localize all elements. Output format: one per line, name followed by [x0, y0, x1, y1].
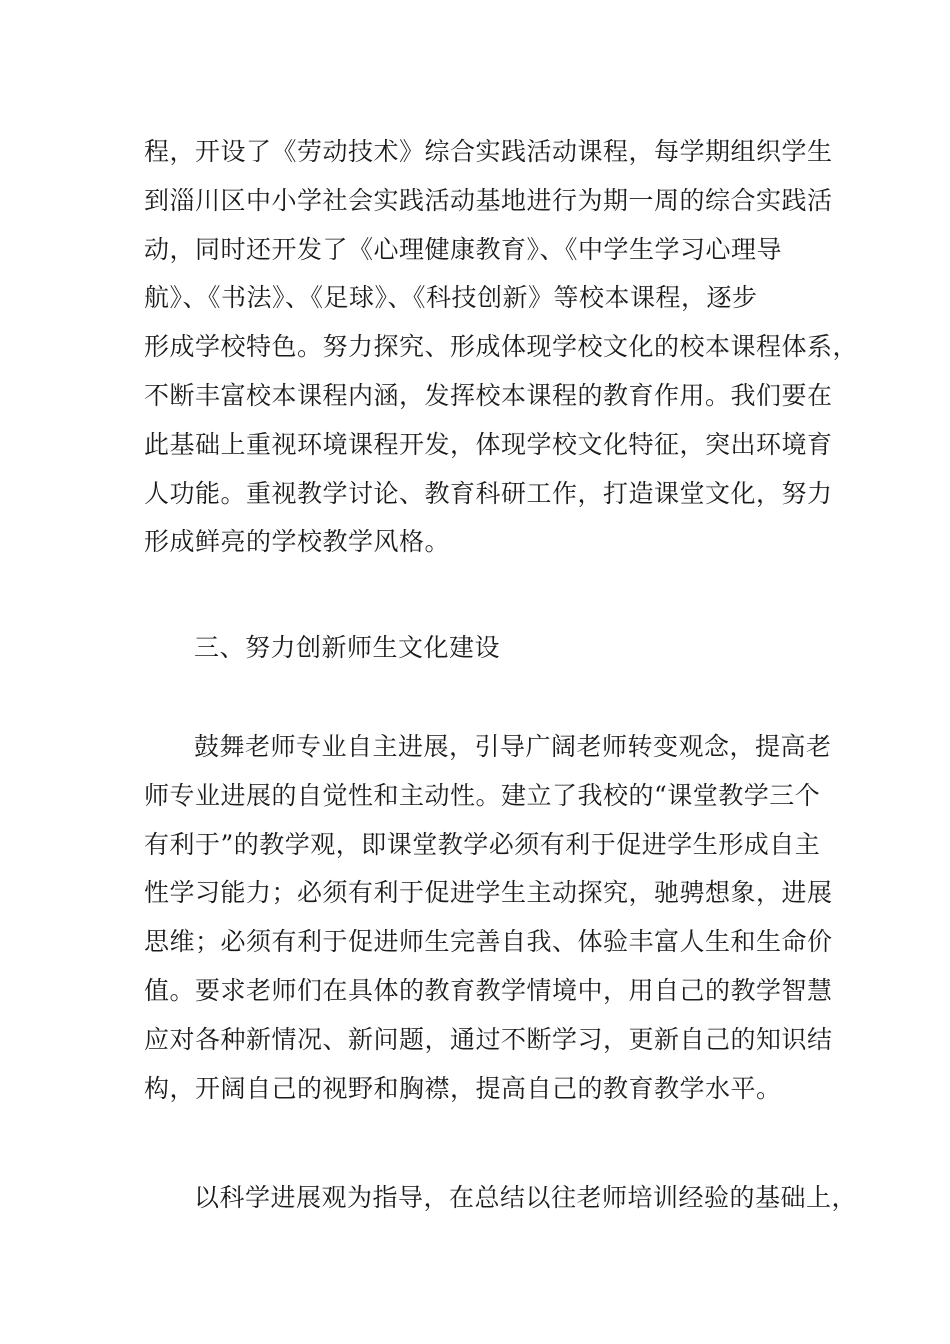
paragraph-line: 程，开设了《劳动技术》综合实践活动课程，每学期组织学生	[144, 137, 833, 166]
paragraph-line: 师专业进展的自觉性和主动性。建立了我校的“课堂教学三个	[144, 780, 821, 810]
paragraph-line: 到淄川区中小学社会实践活动基地进行为期一周的综合实践活	[144, 185, 833, 215]
paragraph-line: 鼓舞老师专业自主进展，引导广阔老师转变观念，提高老	[194, 732, 832, 761]
paragraph-line: 应对各种新情况、新问题，通过不断学习，更新自己的知识结	[144, 1024, 833, 1054]
section-heading-text: 三、努力创新师生文化建设	[194, 633, 501, 662]
paragraph-line: 以科学进展观为指导，在总结以往老师培训经验的基础上，	[194, 1183, 858, 1212]
paragraph-line: 值。要求老师们在具体的教育教学情境中，用自己的教学智慧	[144, 975, 833, 1005]
section-heading	[144, 624, 844, 673]
paragraph-line: 思维；必须有利于促进师生完善自我、体验丰富人生和生命价	[144, 927, 833, 957]
paragraph-line: 构，开阔自己的视野和胸襟，提高自己的教育教学水平。	[144, 1073, 782, 1103]
paragraph-line: 有利于”的教学观，即课堂教学必须有利于促进学生形成自主	[144, 829, 821, 859]
paragraph-line: 航》、《书法》、《足球》、《科技创新》等校本课程，逐步	[144, 283, 758, 313]
paragraph-line: 性学习能力；必须有利于促进学生主动探究，驰骋想象，进展	[144, 878, 833, 908]
paragraph-line: 形成鲜亮的学校教学风格。	[144, 527, 451, 557]
paragraph-teacher-training	[144, 1174, 858, 1223]
paragraph-line: 人功能。重视教学讨论、教育科研工作，打造课堂文化，努力	[144, 478, 833, 508]
paragraph-line: 此基础上重视环境课程开发，体现学校文化特征，突出环境育	[144, 429, 833, 459]
paragraph-line: 形成学校特色。努力探究、形成体现学校文化的校本课程体系，	[144, 332, 859, 362]
paragraph-line: 动，同时还开发了《心理健康教育》、《中学生学习心理导	[144, 234, 783, 264]
paragraph-teacher-development	[144, 723, 844, 1113]
paragraph-line: 不断丰富校本课程内涵，发挥校本课程的教育作用。我们要在	[144, 380, 833, 410]
paragraph-school-curriculum	[144, 128, 859, 567]
